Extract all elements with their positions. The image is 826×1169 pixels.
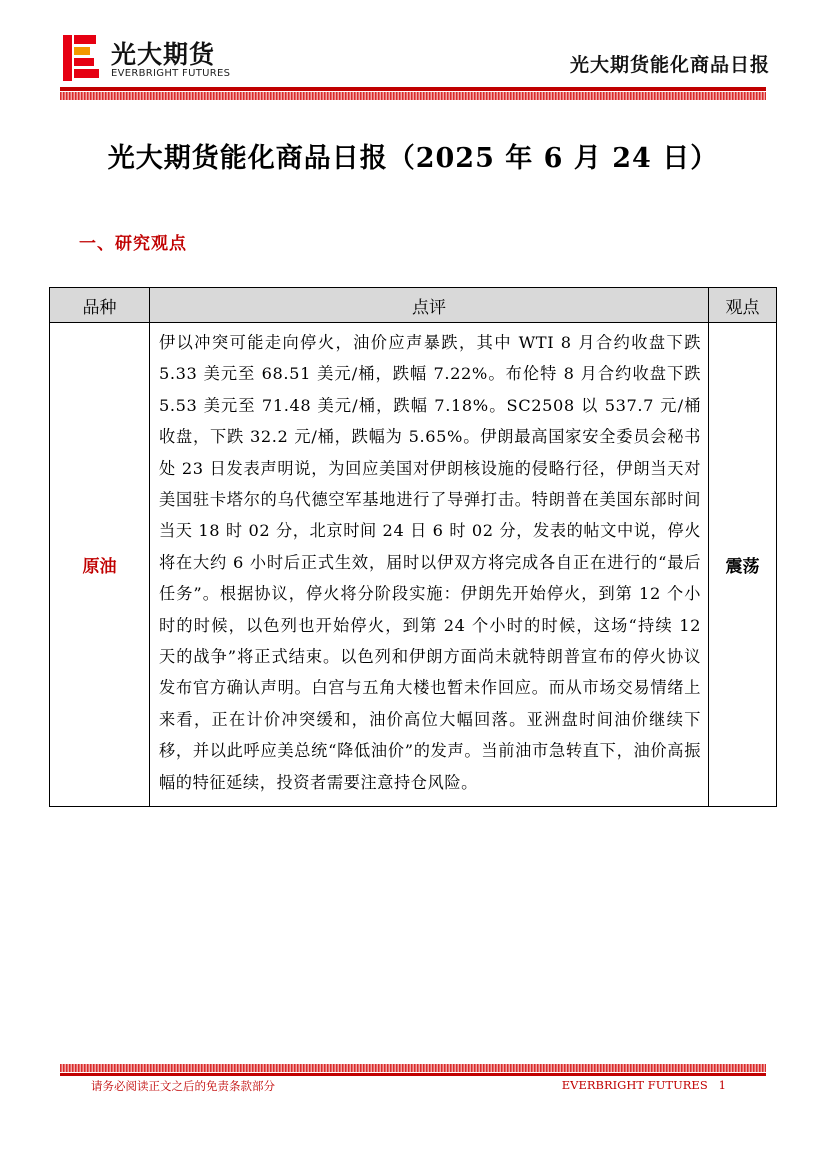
header-view: 观点 [709, 288, 777, 323]
header-comment: 点评 [150, 288, 709, 323]
footer-brand: EVERBRIGHT FUTURES [561, 1078, 708, 1092]
header-variety: 品种 [50, 288, 150, 323]
section-heading: 一、研究观点 [79, 234, 187, 254]
header-divider [60, 87, 766, 100]
page-number: 1 [718, 1078, 726, 1092]
logo-text-cn: 光大期货 [111, 40, 216, 69]
footer-brand-page [562, 1078, 726, 1092]
company-logo [63, 35, 243, 85]
variety-cell: 原油 [50, 323, 150, 807]
logo-text-en: EVERBRIGHT FUTURES [111, 68, 231, 79]
page-title: 光大期货能化商品日报（2025 年 6 月 24 日） [107, 143, 719, 174]
comment-cell: 伊以冲突可能走向停火，油价应声暴跌，其中 WTI 8 月合约收盘下跌 5.33 美元至 68.51 美元/桶，跌幅 7.22%。布伦特 8 月合约收盘下跌 5.53 美元至 71.48 美元/桶，跌幅 7.18%。SC2508 以 537.7 元/桶收盘，下跌 32.2 元/桶，跌幅为 5.65%。伊朗最高国家安全委员会秘书处 23 日发表声明说，为回应美国对伊朗核设施的侵略行径，伊朗当天对美国驻卡塔尔的乌代德空军基地进行了导弹打击。特朗普在美国东部时间当天 18 时 02 分，北京时间 24 日 6 时 02 分，发表的帖文中说，停火将在大约 6 小时后正式生效，届时以伊双方将完成各自正在进行的“最后任务”。根据协议，停火将分阶段实施：伊朗先开始停火，到第 12 个小时的时候，以色列也开始停火，到第 24 个小时的时候，这场“持续 12 天的战争”将正式结束。以色列和伊朗方面尚未就特朗普宣布的停火协议发布官方确认声明。白宫与五角大楼也暂未作回应。而从市场交易情绪上来看，正在计价冲突缓和，油价高位大幅回落。亚洲盘时间油价继续下移，并以此呼应美总统“降低油价”的发声。当前油市急转直下，油价高振幅的特征延续，投资者需要注意持仓风险。 [150, 323, 709, 807]
footer-disclaimer: 请务必阅读正文之后的免责条款部分 [91, 1079, 275, 1093]
table-row [50, 323, 777, 807]
table-header-row [50, 288, 777, 323]
logo-mark-icon [63, 35, 99, 81]
footer-divider [60, 1064, 766, 1076]
report-name: 光大期货能化商品日报 [569, 54, 770, 76]
research-view-table [49, 287, 777, 807]
view-cell: 震荡 [709, 323, 777, 807]
